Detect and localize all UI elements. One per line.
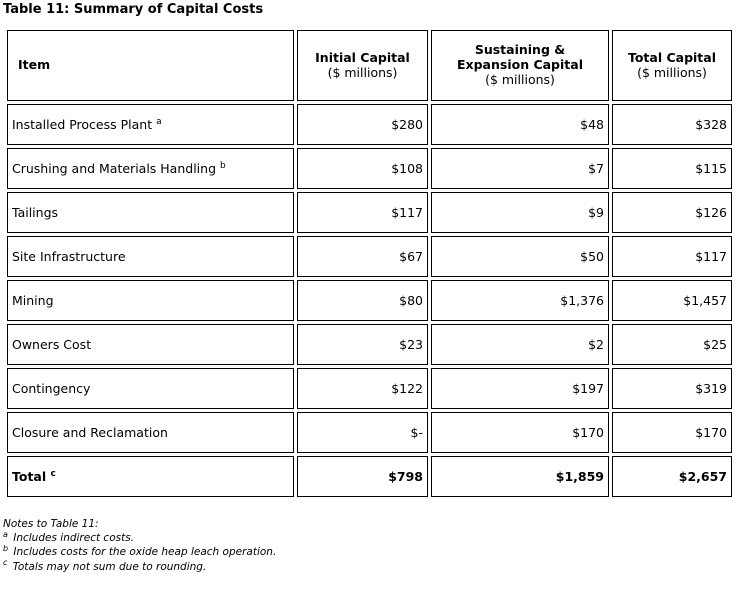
item-cell: Tailings (7, 192, 294, 233)
sustaining-capital-cell: $7 (431, 148, 609, 189)
item-cell: Installed Process Plant $^a$ (7, 104, 294, 145)
footnote-marker: c (50, 468, 56, 479)
footnote-marker: b (220, 160, 226, 171)
initial-capital-cell: $80 (297, 280, 428, 321)
column-header-units: ($ millions) (327, 64, 398, 80)
column-header-units: ($ millions) (485, 71, 555, 87)
column-header-label: Initial Capital (315, 49, 410, 65)
footnote-marker: a (156, 116, 162, 127)
total-capital-cell: $328 (612, 104, 732, 145)
item-cell: Owners Cost (7, 324, 294, 365)
column-header-label: Total Capital (627, 49, 717, 65)
footnote: $^a$ Includes indirect costs. (3, 529, 135, 545)
column-header-sustaining-expansion-capital (431, 30, 609, 101)
total-capital-cell: $115 (612, 148, 732, 189)
table-row (7, 280, 732, 321)
notes-section (3, 517, 740, 574)
table-row (7, 324, 732, 365)
table-row (7, 236, 732, 277)
footnote-marker: c (3, 558, 8, 568)
table-row (7, 368, 732, 409)
column-header-label: Item (18, 57, 51, 73)
sustaining-capital-cell: $2 (431, 324, 609, 365)
item-cell: Crushing and Materials Handling $^b$ (7, 148, 294, 189)
footnote: $^b$ Includes costs for the oxide heap leach operation. (3, 543, 277, 559)
sustaining-capital-cell: $1,859 (431, 456, 609, 497)
initial-capital-cell: $23 (297, 324, 428, 365)
table-row (7, 192, 732, 233)
initial-capital-cell: $67 (297, 236, 428, 277)
total-capital-cell: $319 (612, 368, 732, 409)
footnote: $^c$ Totals may not sum due to rounding. (3, 558, 207, 573)
item-cell: Contingency (7, 368, 294, 409)
item-cell: Mining (7, 280, 294, 321)
initial-capital-cell: $108 (297, 148, 428, 189)
column-header-total-capital (612, 30, 732, 101)
initial-capital-cell: $280 (297, 104, 428, 145)
table-row (7, 104, 732, 145)
total-capital-cell: $1,457 (612, 280, 732, 321)
sustaining-capital-cell: $9 (431, 192, 609, 233)
total-capital-cell: $25 (612, 324, 732, 365)
sustaining-capital-cell: $48 (431, 104, 609, 145)
table-row (7, 456, 732, 497)
column-header-label: Sustaining & (474, 42, 566, 58)
initial-capital-cell: $798 (297, 456, 428, 497)
sustaining-capital-cell: $197 (431, 368, 609, 409)
header-row (7, 30, 732, 101)
table-row (7, 148, 732, 189)
column-header-item (7, 30, 294, 101)
sustaining-capital-cell: $170 (431, 412, 609, 453)
initial-capital-cell: $- (297, 412, 428, 453)
footnote-marker: b (3, 543, 9, 553)
total-capital-cell: $170 (612, 412, 732, 453)
total-capital-cell: $2,657 (612, 456, 732, 497)
notes-heading: Notes to Table 11: (3, 518, 99, 530)
footnote-marker: a (3, 529, 8, 539)
table-title: Table 11: Summary of Capital Costs (3, 2, 264, 17)
capital-costs-table (4, 27, 735, 500)
item-cell: Closure and Reclamation (7, 412, 294, 453)
sustaining-capital-cell: $50 (431, 236, 609, 277)
column-header-initial-capital (297, 30, 428, 101)
total-capital-cell: $117 (612, 236, 732, 277)
column-header-label: Expansion Capital (457, 57, 583, 73)
initial-capital-cell: $122 (297, 368, 428, 409)
sustaining-capital-cell: $1,376 (431, 280, 609, 321)
column-header-units: ($ millions) (637, 64, 707, 80)
item-cell: Total $^c$ (7, 456, 294, 497)
total-capital-cell: $126 (612, 192, 732, 233)
initial-capital-cell: $117 (297, 192, 428, 233)
table-row (7, 412, 732, 453)
item-cell: Site Infrastructure (7, 236, 294, 277)
